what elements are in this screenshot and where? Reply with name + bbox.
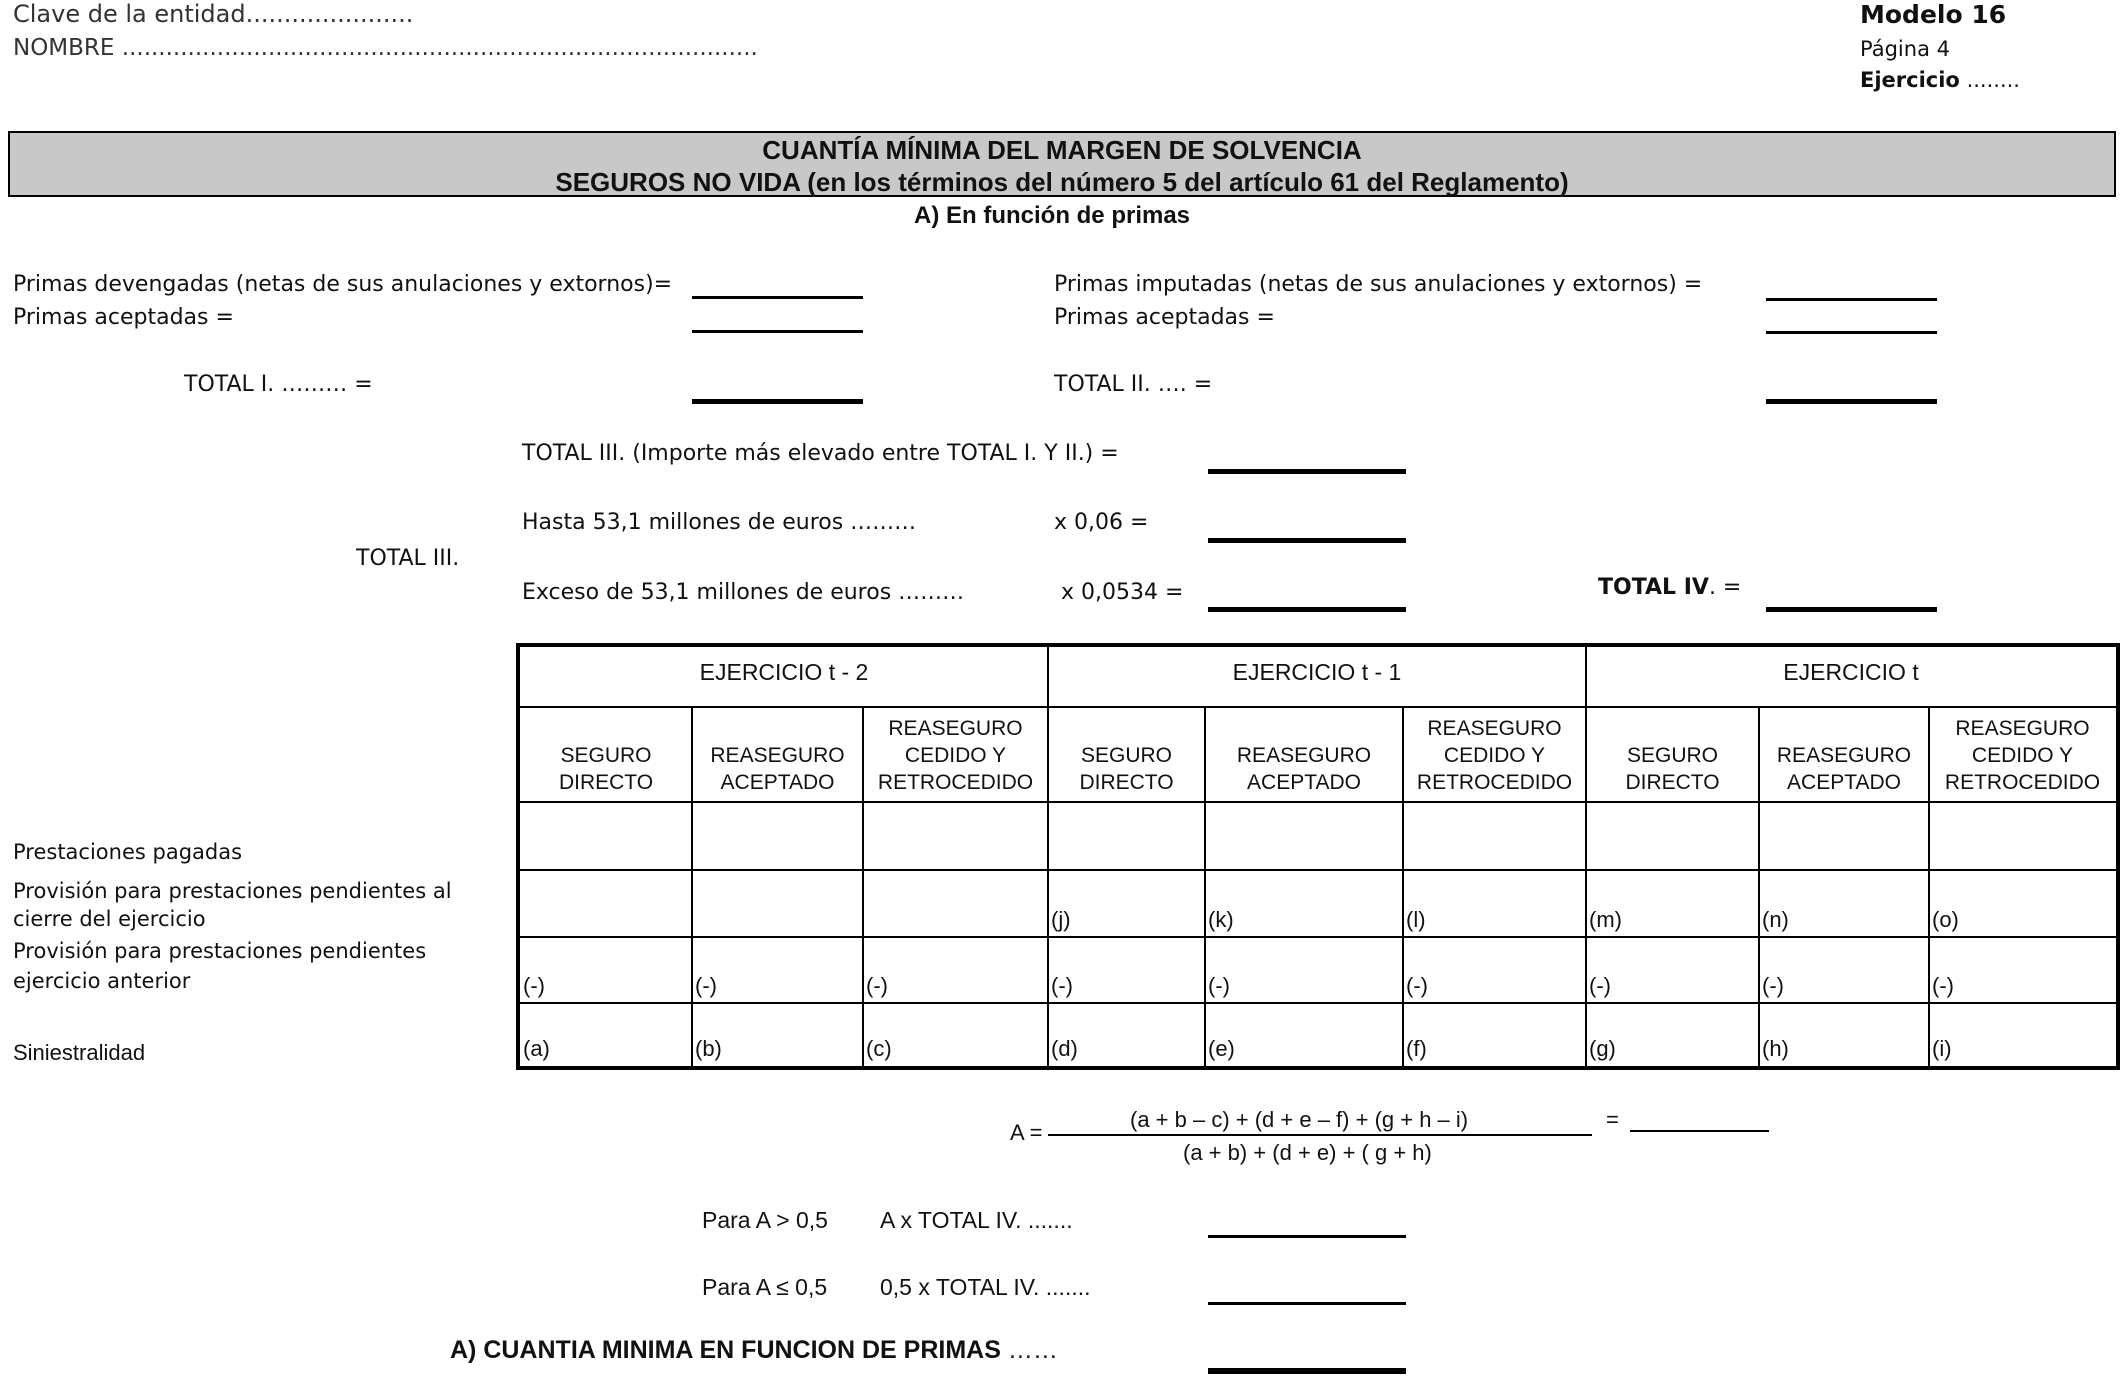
table-cell[interactable]: [1929, 802, 2116, 870]
result-blank[interactable]: [1208, 1368, 1406, 1374]
table-cell[interactable]: [1403, 1003, 1586, 1066]
formula-lhs: A =: [1010, 1120, 1043, 1145]
row-label-provision-cierre-1: Provisión para prestaciones pendientes al: [13, 879, 452, 903]
subcol-header: [1586, 709, 1759, 796]
row-label-provision-anterior-2: ejercicio anterior: [13, 969, 191, 993]
hasta-blank[interactable]: [1208, 538, 1406, 543]
subcol-header-line: SEGURO: [560, 744, 652, 767]
cell-marker: (m): [1589, 907, 1622, 932]
cell-marker: (b): [695, 1036, 722, 1061]
subcol-header: [692, 709, 863, 796]
cell-marker: (g): [1589, 1036, 1616, 1061]
cell-marker: (h): [1762, 1036, 1789, 1061]
table-cell[interactable]: [1929, 1003, 2116, 1066]
primas-devengadas-label: Primas devengadas (netas de sus anulaciones y extornos)=: [13, 272, 673, 297]
subcol-header: [1403, 709, 1586, 796]
cell-marker: (-): [695, 973, 717, 998]
subcol-header: [1205, 709, 1403, 796]
result-field: [450, 1336, 1058, 1365]
table-cell[interactable]: [1048, 870, 1205, 937]
nombre-field: NOMBRE .......................................................................................: [13, 35, 758, 61]
table-cell[interactable]: [1048, 802, 1205, 870]
total-ii-blank[interactable]: [1766, 399, 1937, 404]
table-cell[interactable]: [692, 937, 863, 1003]
formula-result-blank[interactable]: [1630, 1130, 1769, 1132]
table-cell[interactable]: [1205, 937, 1403, 1003]
subcol-header-line: REASEGURO: [710, 744, 845, 767]
table-cell[interactable]: [1205, 870, 1403, 937]
total-i-label: TOTAL I. ……… =: [184, 372, 373, 397]
subcol-header-line: RETROCEDIDO: [1416, 771, 1573, 794]
total-i-blank[interactable]: [692, 399, 863, 404]
banner-title: CUANTÍA MÍNIMA DEL MARGEN DE SOLVENCIA: [762, 135, 1362, 165]
cell-marker: (o): [1932, 907, 1959, 932]
condition-gt-label: Para A > 0,5: [702, 1207, 828, 1233]
cell-marker: (a): [523, 1036, 550, 1061]
table-cell[interactable]: [1759, 937, 1929, 1003]
subcol-header-line: REASEGURO: [1776, 744, 1912, 767]
condition-le-expr: 0,5 x TOTAL IV. .......: [880, 1274, 1091, 1300]
ejercicio-label: Ejercicio: [1860, 68, 1960, 92]
total-iv-label: TOTAL IV: [1598, 575, 1709, 600]
total-ii-label: TOTAL II. …. =: [1054, 372, 1213, 397]
total-iii-expression: TOTAL III. (Importe más elevado entre TOTAL I. Y II.) =: [522, 441, 1119, 466]
table-cell[interactable]: [1759, 802, 1929, 870]
subcol-header-line: REASEGURO: [1236, 744, 1372, 767]
table-cell[interactable]: [520, 802, 692, 870]
primas-aceptadas-2-blank[interactable]: [1766, 331, 1937, 334]
table-cell[interactable]: [692, 802, 863, 870]
condition-gt-blank[interactable]: [1208, 1235, 1406, 1238]
table-cell[interactable]: [863, 937, 1048, 1003]
clave-entidad: Clave de la entidad......................: [13, 0, 414, 28]
total-iii-blank[interactable]: [1208, 469, 1406, 474]
hasta-label: Hasta 53,1 millones de euros ………: [522, 510, 917, 535]
subcol-header-line: REASEGURO: [888, 717, 1023, 740]
cell-marker: (i): [1932, 1036, 1952, 1061]
subcol-header-line: REASEGURO: [1955, 717, 2090, 740]
primas-aceptadas-2-label: Primas aceptadas =: [1054, 305, 1275, 330]
ejercicio-dots: ........: [1966, 68, 2020, 92]
exceso-factor: x 0,0534 =: [1061, 580, 1184, 605]
result-label: A) CUANTIA MINIMA EN FUNCION DE PRIMAS: [450, 1336, 1001, 1364]
fraction-bar: [1048, 1134, 1592, 1136]
ejercicio-field: [1860, 68, 2020, 92]
primas-imputadas-label: Primas imputadas (netas de sus anulaciones y extornos) =: [1054, 272, 1703, 297]
table-cell[interactable]: [1403, 870, 1586, 937]
cell-marker: (d): [1051, 1036, 1078, 1061]
cell-marker: (j): [1051, 907, 1071, 932]
table-cell[interactable]: [863, 870, 1048, 937]
formula-equals: =: [1606, 1107, 1619, 1132]
group-header-3: EJERCICIO t: [1783, 659, 1919, 685]
cell-marker: (n): [1762, 907, 1789, 932]
subcol-header-line: ACEPTADO: [1787, 771, 1901, 794]
table-cell[interactable]: [1403, 802, 1586, 870]
exceso-label: Exceso de 53,1 millones de euros ………: [522, 580, 965, 605]
subcol-header-line: ACEPTADO: [1247, 771, 1361, 794]
subcol-header: [1929, 709, 2116, 796]
table-cell[interactable]: [863, 802, 1048, 870]
subcol-header-line: DIRECTO: [1625, 771, 1720, 794]
total-iv-eq: . =: [1708, 575, 1742, 600]
subcol-header-line: ACEPTADO: [720, 771, 835, 794]
cell-marker: (-): [1208, 973, 1230, 998]
cell-marker: (e): [1208, 1036, 1235, 1061]
hasta-factor: x 0,06 =: [1054, 510, 1149, 535]
condition-gt-expr: A x TOTAL IV. .......: [880, 1207, 1073, 1233]
cell-marker: (l): [1406, 907, 1426, 932]
result-dots: ……: [1007, 1336, 1058, 1364]
subcol-header: [863, 709, 1048, 796]
subcol-header-line: CEDIDO Y: [1443, 744, 1546, 767]
table-cell[interactable]: [1586, 802, 1759, 870]
table-cell[interactable]: [1586, 937, 1759, 1003]
cell-marker: (f): [1406, 1036, 1427, 1061]
subcol-header-line: CEDIDO Y: [904, 744, 1007, 767]
cell-marker: (-): [866, 973, 888, 998]
cell-marker: (-): [523, 973, 545, 998]
cell-marker: (-): [1589, 973, 1611, 998]
table-cell[interactable]: [520, 937, 692, 1003]
subcol-header: [1759, 709, 1929, 796]
total-iv-blank[interactable]: [1766, 607, 1937, 612]
table-cell[interactable]: [1403, 937, 1586, 1003]
cell-marker: (-): [1762, 973, 1784, 998]
table-hline: [520, 706, 2116, 708]
subcol-header-line: REASEGURO: [1427, 717, 1562, 740]
formula-numerator: (a + b – c) + (d + e – f) + (g + h – i): [1130, 1107, 1469, 1132]
table-cell[interactable]: [1929, 937, 2116, 1003]
subcol-header-line: RETROCEDIDO: [877, 771, 1034, 794]
total-iv-field: [1598, 575, 1741, 600]
modelo-label: Modelo 16: [1860, 0, 2007, 29]
row-label-prestaciones: Prestaciones pagadas: [13, 840, 243, 864]
cell-marker: (k): [1208, 907, 1234, 932]
subcol-header-line: DIRECTO: [1079, 771, 1174, 794]
total-iii-side-label: TOTAL III.: [356, 546, 460, 571]
primas-aceptadas-1-blank[interactable]: [692, 330, 863, 333]
siniestralidad-table: [516, 643, 2120, 1070]
table-cell[interactable]: [1205, 802, 1403, 870]
subcol-header-line: SEGURO: [1626, 744, 1718, 767]
banner-subtitle: SEGUROS NO VIDA (en los términos del número 5 del artículo 61 del Reglamento): [555, 167, 1569, 197]
group-header-2: EJERCICIO t - 1: [1232, 659, 1402, 685]
subcol-header-line: DIRECTO: [558, 771, 654, 794]
section-banner: [8, 131, 2116, 197]
subcol-header-line: RETROCEDIDO: [1944, 771, 2101, 794]
row-label-siniestralidad: Siniestralidad: [13, 1040, 146, 1065]
exceso-blank[interactable]: [1208, 607, 1406, 612]
formula-denominator: (a + b) + (d + e) + ( g + h): [1183, 1140, 1432, 1165]
subcol-header: [1048, 709, 1205, 796]
primas-devengadas-blank[interactable]: [692, 296, 863, 299]
group-header-1: EJERCICIO t - 2: [699, 659, 869, 685]
cell-marker: (-): [1932, 973, 1954, 998]
row-label-provision-cierre-2: cierre del ejercicio: [13, 907, 206, 931]
cell-marker: (-): [1051, 973, 1073, 998]
table-cell[interactable]: [520, 870, 692, 937]
condition-le-label: Para A ≤ 0,5: [702, 1274, 828, 1300]
cell-marker: (c): [866, 1036, 892, 1061]
row-label-provision-anterior-1: Provisión para prestaciones pendientes: [13, 939, 427, 963]
subcol-header-line: SEGURO: [1080, 744, 1172, 767]
condition-le-blank[interactable]: [1208, 1302, 1406, 1305]
table-cell[interactable]: [692, 870, 863, 937]
subcol-header-line: CEDIDO Y: [1971, 744, 2074, 767]
subcol-header: [520, 709, 692, 796]
pagina-label: Página 4: [1860, 37, 1950, 61]
cell-marker: (-): [1406, 973, 1428, 998]
primas-aceptadas-1-label: Primas aceptadas =: [13, 305, 234, 330]
primas-imputadas-blank[interactable]: [1766, 298, 1937, 301]
section-a-title: A) En función de primas: [914, 202, 1191, 229]
